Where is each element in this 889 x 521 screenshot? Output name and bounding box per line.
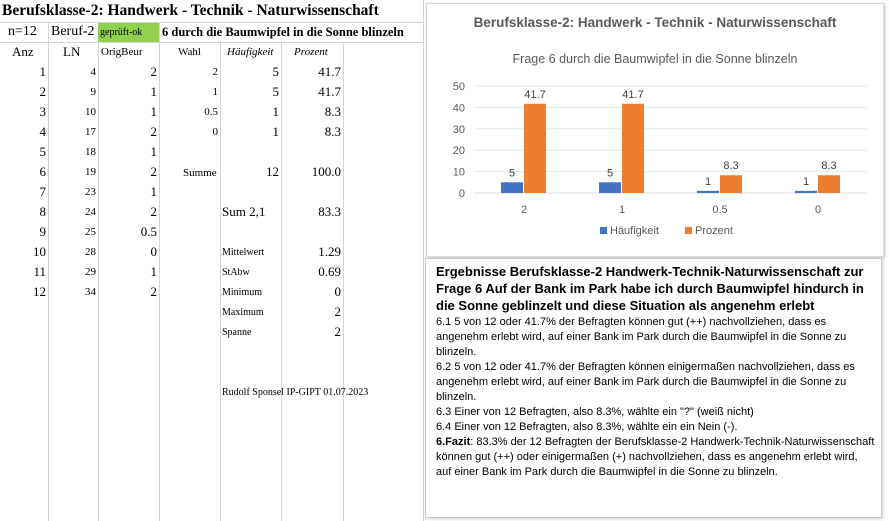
cell-orig: 2 bbox=[150, 284, 157, 299]
beruf-label: Beruf-2 bbox=[51, 24, 95, 39]
freq-pct: 41.7 bbox=[318, 84, 341, 99]
freq-pct: 41.7 bbox=[318, 64, 341, 79]
cell-orig: 2 bbox=[150, 64, 157, 79]
freq-wahl: 2 bbox=[212, 66, 218, 78]
stat-label: Spanne bbox=[222, 327, 252, 338]
result-6-2: 6.2 5 von 12 oder 41.7% der Befragten können einigermaßen nachvollziehen, dass es angenehm erlebt wird, auf einer Bank im Park durch die Baumwipfel in die Sonne zu blinzeln. bbox=[436, 361, 855, 403]
freq-pct: 8.3 bbox=[324, 124, 341, 139]
data-label: 1 bbox=[802, 175, 810, 188]
freq-count: 1 bbox=[272, 104, 279, 119]
x-tick-label: 2 bbox=[520, 204, 528, 216]
header-anz: Anz bbox=[12, 44, 34, 59]
header-haeufigkeit: Häufigkeit bbox=[227, 46, 274, 58]
stat-value: 2 bbox=[334, 304, 341, 319]
cell-ln: 24 bbox=[85, 206, 96, 218]
result-6-1: 6.1 5 von 12 oder 41.7% der Befragten können gut (++) nachvollziehen, dass es angenehm erlebt wird, auf einer Bank im Park durch die Baumwipfel in die Sonne zu blinzeln. bbox=[436, 316, 847, 358]
stat-label: Minimum bbox=[222, 287, 263, 298]
fazit-text: : 83.3% der 12 Befragten der Berufsklasse-2 Handwerk-Technik-Naturwissenschaft können gut (++) oder einigermaßen (+) nachvollziehen, dass es angenehm erlebt wird, auf einer Bank im Park durch die Baumwipfel in die Sonne zu blinzeln. bbox=[436, 436, 875, 478]
cell-orig: 2 bbox=[150, 124, 157, 139]
results-heading: Ergebnisse Berufsklasse-2 Handwerk-Technik-Naturwissenschaft zur Frage 6 Auf der Bank im Park habe ich durch Baumwipfel hindurch in die Sonne geblinzelt und diese Situation als angenehm erlebt bbox=[436, 264, 864, 313]
cell-ln: 29 bbox=[85, 266, 96, 278]
header-origbeur: OrigBeur bbox=[101, 46, 143, 58]
cell-orig: 0.5 bbox=[140, 224, 157, 239]
bar bbox=[599, 182, 621, 193]
data-label: 41.7 bbox=[524, 88, 546, 101]
chart-subtitle: Frage 6 durch die Baumwipfel in die Sonne blinzeln bbox=[512, 52, 798, 66]
cell-ln: 28 bbox=[85, 246, 96, 258]
cell-orig: 1 bbox=[150, 264, 157, 279]
cell-anz: 9 bbox=[39, 224, 46, 239]
stat-label: Mittelwert bbox=[222, 247, 265, 258]
cell-anz: 12 bbox=[33, 284, 46, 299]
summe-pct: 100.0 bbox=[311, 164, 341, 179]
legend-label: Prozent bbox=[695, 225, 733, 237]
cell-ln: 10 bbox=[85, 106, 96, 118]
cell-ln: 18 bbox=[85, 146, 96, 158]
freq-pct: 8.3 bbox=[324, 104, 341, 119]
sheet-title: Berufsklasse-2: Handwerk - Technik - Naturwissenschaft bbox=[2, 2, 379, 19]
result-6-4: 6.4 Einer von 12 Befragten, also 8.3%, wählte ein ein Nein (-). bbox=[436, 421, 738, 433]
freq-count: 5 bbox=[272, 64, 279, 79]
bar bbox=[524, 104, 546, 193]
y-tick-label: 0 bbox=[458, 188, 465, 200]
sum21-label: Sum 2,1 bbox=[222, 204, 266, 219]
cell-orig: 2 bbox=[150, 204, 157, 219]
sum21-value: 83.3 bbox=[318, 204, 341, 219]
cell-ln: 34 bbox=[85, 286, 96, 298]
cell-orig: 1 bbox=[150, 104, 157, 119]
cell-anz: 3 bbox=[39, 104, 46, 119]
cell-orig: 2 bbox=[150, 164, 157, 179]
stat-value: 0 bbox=[334, 284, 341, 299]
stat-value: 0.69 bbox=[318, 264, 341, 279]
results-panel bbox=[425, 258, 882, 518]
bar bbox=[720, 175, 742, 193]
data-label: 41.7 bbox=[622, 88, 644, 101]
cell-orig: 1 bbox=[150, 144, 157, 159]
result-fazit bbox=[436, 435, 875, 480]
data-label: 8.3 bbox=[723, 160, 739, 173]
y-tick-label: 30 bbox=[452, 123, 465, 136]
cell-anz: 11 bbox=[33, 264, 46, 279]
y-tick-label: 50 bbox=[452, 81, 465, 93]
stat-label: StAbw bbox=[222, 267, 250, 278]
cell-ln: 19 bbox=[85, 166, 96, 178]
bar bbox=[501, 182, 523, 193]
data-label: 1 bbox=[704, 175, 712, 188]
x-tick-label: 0 bbox=[814, 204, 822, 216]
x-tick-label: 1 bbox=[618, 204, 626, 216]
cell-anz: 4 bbox=[39, 124, 46, 139]
freq-wahl: 0 bbox=[212, 126, 218, 138]
y-tick-label: 40 bbox=[452, 102, 465, 115]
cell-anz: 2 bbox=[39, 84, 46, 99]
bar bbox=[697, 191, 719, 193]
fazit-label: 6.Fazit bbox=[436, 436, 471, 448]
cell-ln: 4 bbox=[90, 66, 96, 78]
cell-anz: 5 bbox=[39, 144, 46, 159]
y-tick-label: 10 bbox=[452, 166, 465, 179]
cell-anz: 7 bbox=[39, 184, 46, 199]
legend-label: Häufigkeit bbox=[610, 225, 659, 237]
cell-ln: 9 bbox=[90, 86, 96, 98]
chart-panel[interactable] bbox=[426, 3, 884, 257]
cell-anz: 1 bbox=[39, 64, 46, 79]
cell-orig: 0 bbox=[150, 244, 157, 259]
freq-count: 5 bbox=[272, 84, 279, 99]
cell-anz: 10 bbox=[33, 244, 46, 259]
n-count-label: n=12 bbox=[8, 24, 37, 39]
header-ln: LN bbox=[63, 44, 81, 59]
bar bbox=[622, 104, 644, 193]
bar-chart bbox=[427, 4, 883, 256]
bar bbox=[795, 191, 817, 193]
question-label: 6 durch die Baumwipfel in die Sonne blinzeln bbox=[162, 25, 404, 39]
cell-anz: 6 bbox=[39, 164, 46, 179]
cell-orig: 1 bbox=[150, 184, 157, 199]
data-label: 5 bbox=[508, 167, 516, 180]
stat-value: 2 bbox=[334, 324, 341, 339]
cell-orig: 1 bbox=[150, 84, 157, 99]
header-prozent: Prozent bbox=[294, 46, 328, 58]
freq-count: 1 bbox=[272, 124, 279, 139]
author-note: Rudolf Sponsel IP-GIPT 01.07.2023 bbox=[222, 387, 369, 398]
freq-wahl: 0.5 bbox=[204, 106, 218, 118]
stat-value: 1.29 bbox=[318, 244, 341, 259]
summe-label: Summe bbox=[183, 167, 217, 179]
data-label: 5 bbox=[606, 167, 614, 180]
freq-wahl: 1 bbox=[212, 86, 218, 98]
result-6-3: 6.3 Einer von 12 Befragten, also 8.3%, wählte ein "?" (weiß nicht) bbox=[436, 406, 754, 418]
legend-swatch bbox=[685, 227, 692, 234]
bar bbox=[818, 175, 840, 193]
cell-ln: 25 bbox=[85, 226, 96, 238]
cell-ln: 17 bbox=[85, 126, 96, 138]
stat-label: Maximum bbox=[222, 307, 264, 318]
y-tick-label: 20 bbox=[452, 145, 465, 158]
summe-count: 12 bbox=[266, 164, 279, 179]
cell-anz: 8 bbox=[39, 204, 46, 219]
legend-swatch bbox=[600, 227, 607, 234]
header-wahl: Wahl bbox=[178, 46, 201, 58]
status-badge: geprüft-ok bbox=[98, 23, 159, 42]
chart-title: Berufsklasse-2: Handwerk - Technik - Naturwissenschaft bbox=[473, 15, 837, 30]
x-tick-label: 0.5 bbox=[712, 204, 728, 216]
cell-ln: 23 bbox=[85, 186, 96, 198]
data-label: 8.3 bbox=[821, 160, 837, 173]
